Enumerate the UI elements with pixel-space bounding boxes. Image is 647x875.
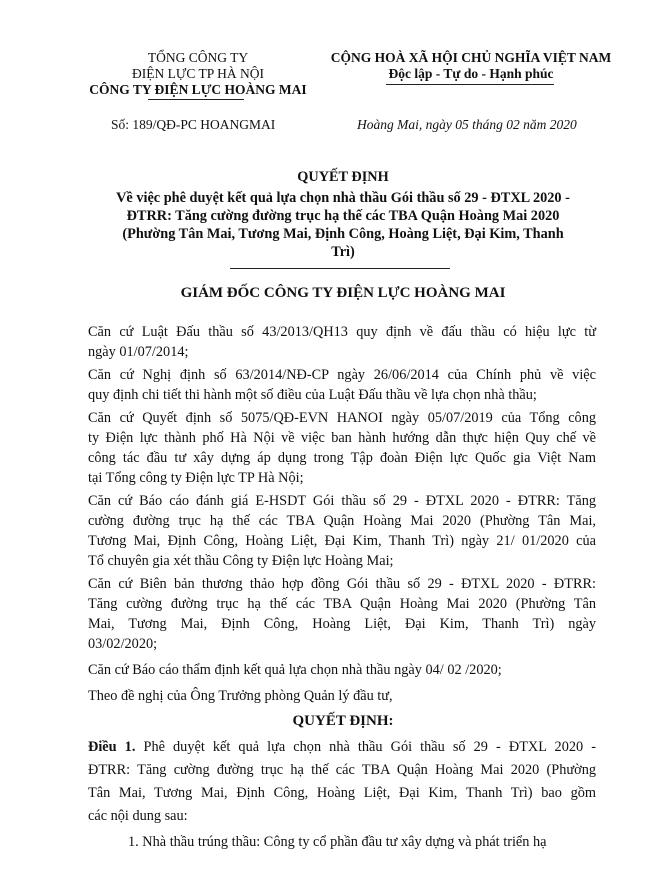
proposal-line: Theo đề nghị của Ông Trưởng phòng Quản lý đầu tư,: [88, 688, 393, 704]
decision-title: QUYẾT ĐỊNH: [297, 169, 389, 185]
legal-basis-line: ngày 01/07/2014;: [88, 344, 189, 360]
article-1-item-1: 1. Nhà thầu trúng thầu: Công ty cổ phần đầu tư xây dựng và phát triển hạ: [128, 834, 547, 850]
parent-organization-line2: ĐIỆN LỰC TP HÀ NỘI: [132, 66, 264, 81]
legal-basis-line: Căn cứ Báo cáo đánh giá E-HSDT Gói thầu số 29 - ĐTXL 2020 - ĐTRR: Tăng: [88, 493, 596, 509]
issuing-authority: GIÁM ĐỐC CÔNG TY ĐIỆN LỰC HOÀNG MAI: [180, 285, 506, 301]
article-1-text: Phê duyệt kết quả lựa chọn nhà thầu Gói thầu số 29 - ĐTXL 2020 -: [135, 739, 596, 755]
article-1-label: Điều 1.: [88, 739, 136, 755]
parent-organization: TỔNG CÔNG TY: [147, 50, 249, 65]
legal-basis-line: Căn cứ Biên bản thương thảo hợp đồng Gói thầu số 29 - ĐTXL 2020 - ĐTRR:: [88, 576, 596, 592]
legal-basis-line: Tổ chuyên gia xét thầu Công ty Điện lực Hoàng Mai;: [88, 553, 394, 569]
legal-basis-line: Mai, Tương Mai, Định Công, Hoàng Liệt, Đại Kim, Thanh Trì) ngày: [88, 616, 596, 632]
subject-line-3: (Phường Tân Mai, Tương Mai, Định Công, Hoàng Liệt, Đại Kim, Thanh: [122, 226, 564, 242]
legal-basis-line: Tương Mai, Định Công, Hoàng Liệt, Đại Kim, Thanh Trì) ngày 21/ 01/2020 của: [88, 533, 596, 549]
issuing-organization: CÔNG TY ĐIỆN LỰC HOÀNG MAI: [89, 82, 307, 97]
legal-basis-line: 03/02/2020;: [88, 636, 158, 652]
legal-basis-line: Căn cứ Quyết định số 5075/QĐ-EVN HANOI ngày 05/07/2019 của Tổng công: [88, 410, 596, 426]
subject-line-1: Về việc phê duyệt kết quả lựa chọn nhà thầu Gói thầu số 29 - ĐTXL 2020 -: [116, 190, 570, 206]
article-1-line: Tân Mai, Tương Mai, Định Công, Hoàng Liệt, Đại Kim, Thanh Trì) bao gồm: [88, 785, 596, 801]
national-title: CỘNG HOÀ XÃ HỘI CHỦ NGHĨA VIỆT NAM: [330, 50, 612, 65]
subject-line-4: Trì): [331, 244, 355, 260]
legal-basis-line: Căn cứ Báo cáo thẩm định kết quả lựa chọn nhà thầu ngày 04/ 02 /2020;: [88, 662, 502, 678]
legal-basis-line: cường đường trục hạ thế các TBA Quận Hoàng Mai 2020 (Phường Tân Mai,: [88, 513, 596, 529]
subject-line-2: ĐTRR: Tăng cường đường trục hạ thế các TBA Quận Hoàng Mai 2020: [126, 208, 560, 224]
decision-heading: QUYẾT ĐỊNH:: [292, 713, 394, 729]
legal-basis-line: quy định chi tiết thi hành một số điều của Luật Đấu thầu về lựa chọn nhà thầu;: [88, 387, 537, 403]
title-divider: [230, 268, 450, 269]
legal-basis-line: công tác đầu tư xây dựng áp dụng trong Tập đoàn Điện lực Quốc gia Việt Nam: [88, 450, 596, 466]
legal-basis-line: Căn cứ Luật Đấu thầu số 43/2013/QH13 quy định về đấu thầu có hiệu lực từ: [88, 324, 596, 340]
article-1-line-1: [88, 737, 596, 757]
legal-basis-line: ty Điện lực thành phố Hà Nội về việc ban hành hướng dẫn thực hiện Quy chế về: [88, 430, 596, 446]
document-number: Số: 189/QĐ-PC HOANGMAI: [111, 117, 276, 132]
article-1-line: ĐTRR: Tăng cường đường trục hạ thế các TBA Quận Hoàng Mai 2020 (Phường: [88, 762, 596, 778]
place-and-date: Hoàng Mai, ngày 05 tháng 02 năm 2020: [357, 117, 577, 132]
article-1-line: các nội dung sau:: [88, 808, 188, 824]
legal-basis-line: Căn cứ Nghị định số 63/2014/NĐ-CP ngày 26/06/2014 của Chính phủ về việc: [88, 367, 596, 383]
org-underline: [148, 99, 244, 100]
legal-basis-line: tại Tổng công ty Điện lực TP Hà Nội;: [88, 470, 304, 486]
national-motto: Độc lập - Tự do - Hạnh phúc: [388, 66, 554, 81]
motto-underline: [386, 84, 554, 85]
legal-basis-line: Tăng cường đường trục hạ thế các TBA Quận Hoàng Mai 2020 (Phường Tân: [88, 596, 596, 612]
